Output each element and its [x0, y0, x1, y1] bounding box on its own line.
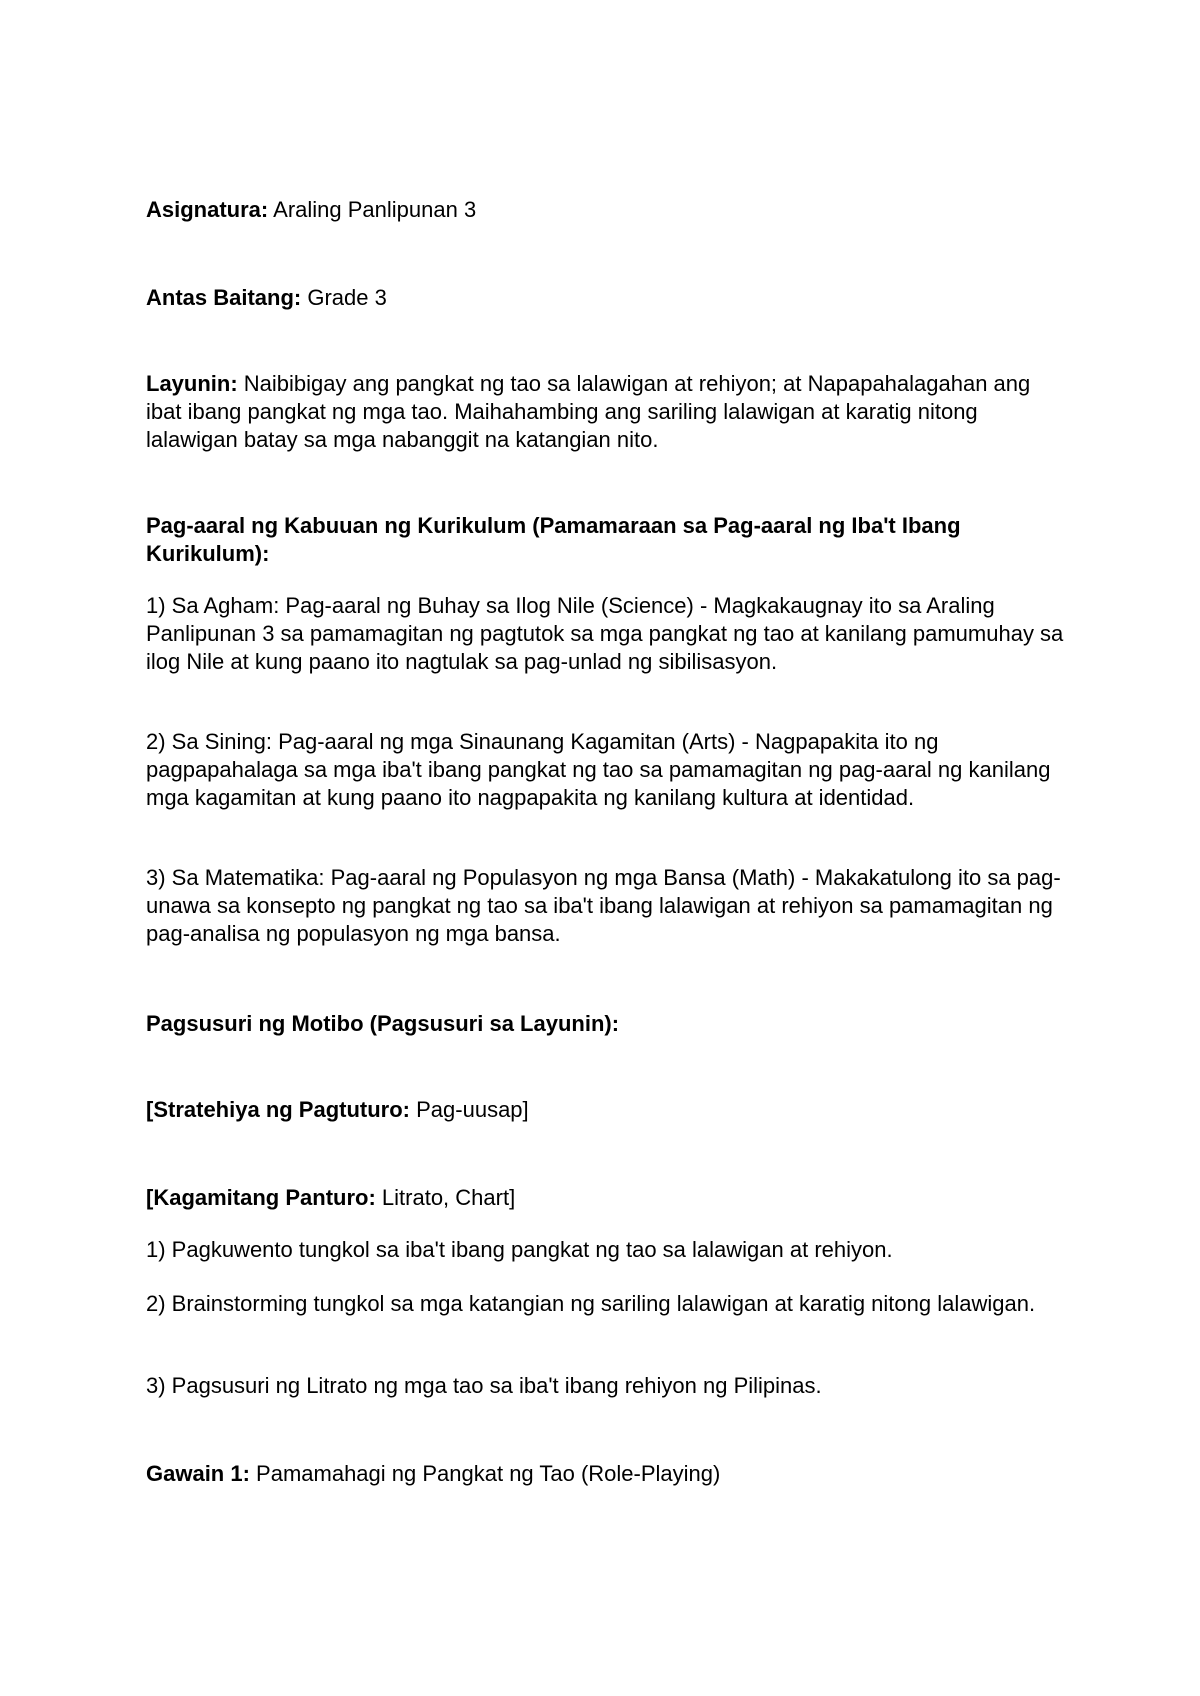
layunin-label: Layunin:: [146, 371, 238, 396]
antas-baitang-label: Antas Baitang:: [146, 285, 302, 310]
antas-baitang-value: Grade 3: [301, 285, 387, 310]
gawain-1-line: [146, 1460, 1066, 1488]
antas-baitang-line: [146, 284, 1066, 312]
motibo-heading: Pagsusuri ng Motibo (Pagsusuri sa Layunin):: [146, 1011, 620, 1036]
stratehiya-value: Pag-uusap]: [410, 1097, 529, 1122]
gawain-1-label: Gawain 1:: [146, 1461, 250, 1486]
kurikulum-item-matematika: 3) Sa Matematika: Pag-aaral ng Populasyon ng mga Bansa (Math) - Makakatulong ito sa pag-unawa sa konsepto ng pangkat ng tao sa iba't ibang lalawigan at rehiyon sa pamamagitan ng pag-analisa ng populasyon ng mga bansa.: [146, 865, 1061, 946]
motibo-item-pagkuwento: 1) Pagkuwento tungkol sa iba't ibang pangkat ng tao sa lalawigan at rehiyon.: [146, 1237, 893, 1262]
kurikulum-item-agham: 1) Sa Agham: Pag-aaral ng Buhay sa Ilog Nile (Science) - Magkakaugnay ito sa Araling Panlipunan 3 sa pamamagitan ng pagtutok sa mga pangkat ng tao at kanilang pamumuhay sa ilog Nile at kung paano ito nagtulak sa pag-unlad ng sibilisasyon.: [146, 593, 1064, 674]
asignatura-value: Araling Panlipunan 3: [268, 197, 477, 222]
kurikulum-heading: Pag-aaral ng Kabuuan ng Kurikulum (Pamamaraan sa Pag-aaral ng Iba't Ibang Kurikulum):: [146, 513, 961, 566]
kagamitan-label: [Kagamitang Panturo:: [146, 1185, 376, 1210]
motibo-item-pagsusuri-litrato: 3) Pagsusuri ng Litrato ng mga tao sa iba't ibang rehiyon ng Pilipinas.: [146, 1373, 822, 1398]
motibo-item-brainstorming: 2) Brainstorming tungkol sa mga katangian ng sariling lalawigan at karatig nitong lalawigan.: [146, 1291, 1036, 1316]
gawain-1-value: Pamamahagi ng Pangkat ng Tao (Role-Playing): [249, 1461, 721, 1486]
layunin-value: Naibibigay ang pangkat ng tao sa lalawigan at rehiyon; at Napapahalagahan ang ibat ibang pangkat ng mga tao. Maihahambing ang sariling lalawigan at karatig nitong lalawigan batay sa mga nabanggit na katangian nito.: [146, 371, 1031, 452]
kagamitan-line: [146, 1184, 1066, 1212]
kurikulum-item-sining: 2) Sa Sining: Pag-aaral ng mga Sinaunang Kagamitan (Arts) - Nagpapakita ito ng pagpapahalaga sa mga iba't ibang pangkat ng tao sa pamamagitan ng pag-aaral ng kanilang mga kagamitan at kung paano ito nagpapakita ng kanilang kultura at identidad.: [146, 729, 1051, 810]
asignatura-label: Asignatura:: [146, 197, 269, 222]
stratehiya-label: [Stratehiya ng Pagtuturo:: [146, 1097, 411, 1122]
kagamitan-value: Litrato, Chart]: [375, 1185, 516, 1210]
stratehiya-line: [146, 1096, 1066, 1124]
asignatura-line: [146, 196, 1066, 224]
layunin-paragraph: [146, 370, 1066, 454]
